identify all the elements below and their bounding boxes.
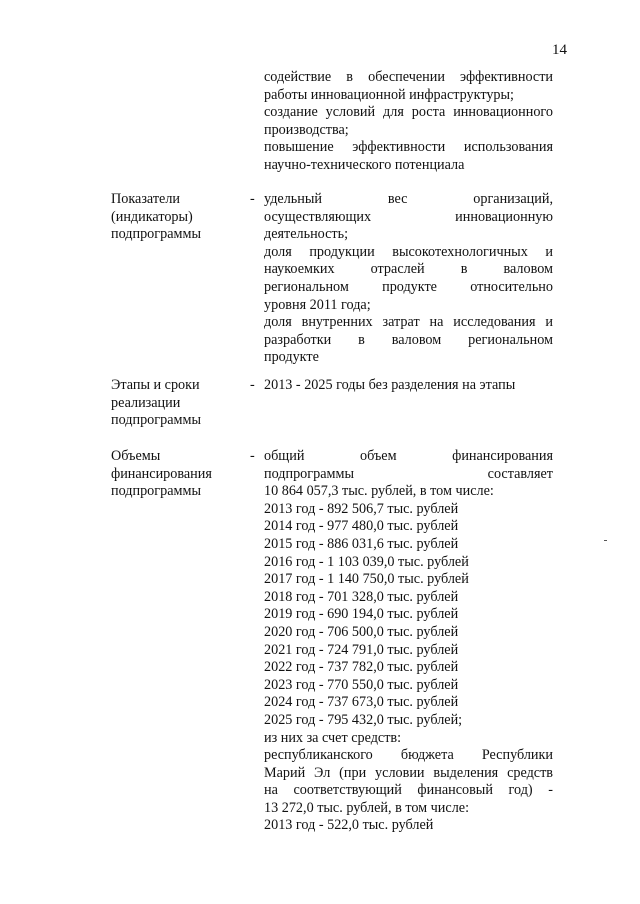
text-line: 2013 год - 522,0 тыс. рублей bbox=[264, 817, 434, 834]
text-line: доля внутренних затрат на исследования и bbox=[264, 314, 553, 331]
text-line: научно-технического потенциала bbox=[264, 156, 465, 173]
text-line: 2024 год - 737 673,0 тыс. рублей bbox=[264, 694, 459, 711]
text-line: работы инновационной инфраструктуры; bbox=[264, 86, 514, 103]
label-line: Показатели bbox=[111, 191, 181, 207]
stages-label bbox=[111, 377, 246, 430]
text-line: региональном продукте относительно bbox=[264, 278, 553, 295]
text-line: на соответствующий финансовый год) - bbox=[264, 782, 553, 799]
text-line: общий объем финансирования bbox=[264, 448, 553, 464]
text-line: 2013 год - 892 506,7 тыс. рублей bbox=[264, 500, 459, 517]
text-line: повышение эффективности использования bbox=[264, 139, 553, 156]
text-line: 2014 год - 977 480,0 тыс. рублей bbox=[264, 518, 459, 535]
text-line: 2016 год - 1 103 039,0 тыс. рублей bbox=[264, 553, 469, 570]
text-line: продукте bbox=[264, 349, 319, 366]
text-line: подпрограммы составляет bbox=[264, 465, 553, 482]
page-number: 14 bbox=[552, 42, 567, 58]
indicators-label bbox=[111, 191, 246, 244]
text-line: 2021 год - 724 791,0 тыс. рублей bbox=[264, 641, 459, 658]
funding-content bbox=[264, 448, 553, 835]
stages-content bbox=[264, 377, 553, 395]
indicators-content bbox=[264, 191, 553, 367]
text-line: производства; bbox=[264, 121, 349, 138]
scan-artifact bbox=[604, 540, 607, 541]
label-line: финансирования bbox=[111, 465, 212, 482]
text-line: наукоемких отраслей в валовом bbox=[264, 261, 553, 278]
text-line: 2015 год - 886 031,6 тыс. рублей bbox=[264, 535, 459, 552]
intro-goals-list bbox=[264, 69, 553, 175]
label-line: (индикаторы) bbox=[111, 208, 193, 225]
text-line: 2022 год - 737 782,0 тыс. рублей bbox=[264, 659, 459, 676]
text-line: 2018 год - 701 328,0 тыс. рублей bbox=[264, 588, 459, 605]
text-line: доля продукции высокотехнологичных и bbox=[264, 243, 553, 260]
text-line: уровня 2011 года; bbox=[264, 296, 371, 313]
text-line: 13 272,0 тыс. рублей, в том числе: bbox=[264, 799, 470, 816]
text-line: 2013 - 2025 годы без разделения на этапы bbox=[264, 377, 516, 393]
text-line: 2020 год - 706 500,0 тыс. рублей bbox=[264, 623, 459, 640]
indicators-dash: - bbox=[250, 191, 255, 207]
text-line: удельный вес организаций, bbox=[264, 191, 553, 207]
label-line: реализации bbox=[111, 394, 181, 411]
text-line: 10 864 057,3 тыс. рублей, в том числе: bbox=[264, 483, 494, 500]
text-line: разработки в валовом региональном bbox=[264, 331, 553, 348]
label-line: подпрограммы bbox=[111, 412, 201, 429]
stages-dash: - bbox=[250, 377, 255, 393]
text-line: Марий Эл (при условии выделения средств bbox=[264, 764, 553, 781]
text-line: осуществляющих инновационную bbox=[264, 208, 553, 225]
funding-label bbox=[111, 448, 246, 501]
text-line: создание условий для роста инновационного bbox=[264, 104, 553, 121]
text-line: республиканского бюджета Республики bbox=[264, 747, 553, 764]
text-line: 2017 год - 1 140 750,0 тыс. рублей bbox=[264, 571, 469, 588]
funding-dash: - bbox=[250, 448, 255, 464]
label-line: подпрограммы bbox=[111, 226, 201, 243]
label-line: Объемы bbox=[111, 448, 161, 464]
text-line: 2019 год - 690 194,0 тыс. рублей bbox=[264, 606, 459, 623]
text-line: 2025 год - 795 432,0 тыс. рублей; bbox=[264, 711, 463, 728]
text-line: 2023 год - 770 550,0 тыс. рублей bbox=[264, 676, 459, 693]
text-line: содействие в обеспечении эффективности bbox=[264, 69, 553, 85]
text-line: из них за счет средств: bbox=[264, 729, 402, 746]
label-line: Этапы и сроки bbox=[111, 377, 200, 393]
label-line: подпрограммы bbox=[111, 483, 201, 500]
text-line: деятельность; bbox=[264, 226, 349, 243]
